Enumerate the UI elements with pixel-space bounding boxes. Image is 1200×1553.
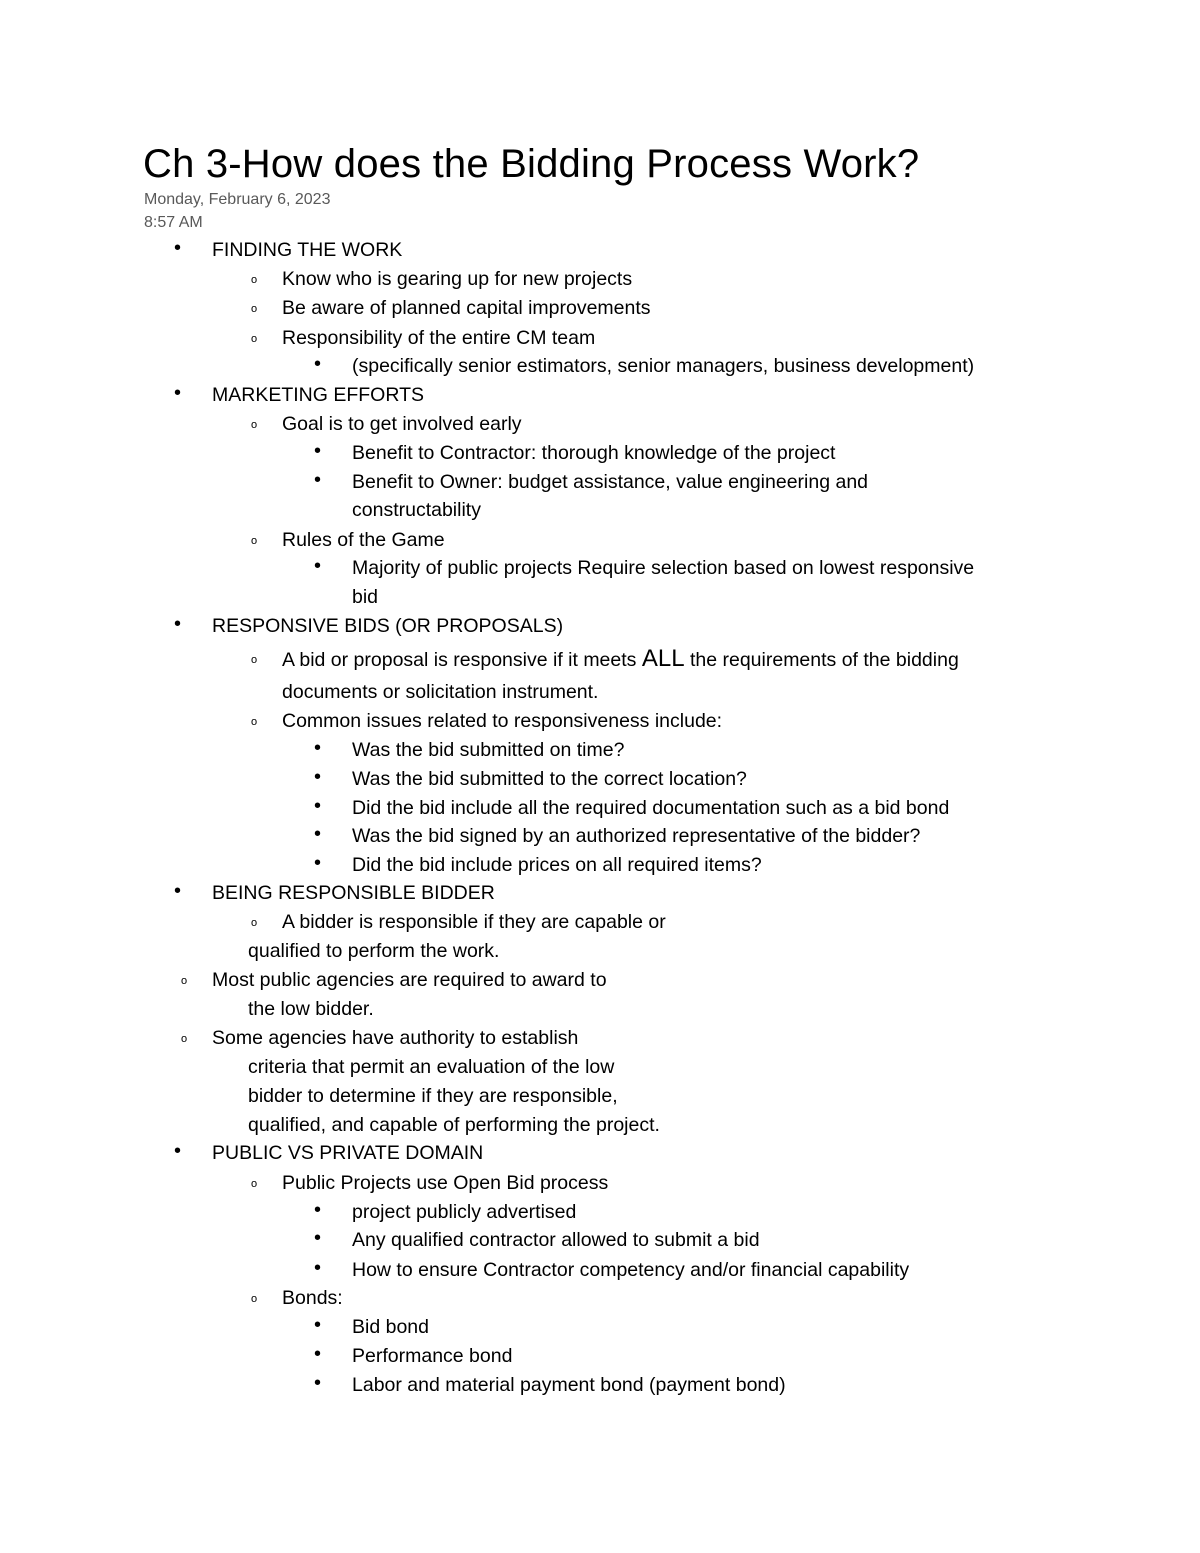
heading-being-responsible-bidder: • BEING RESPONSIBLE BIDDER	[174, 880, 495, 904]
list-item-continuation: bid	[352, 586, 379, 608]
bullet-disc-icon: •	[314, 1199, 322, 1221]
list-item-continuation: bidder to determine if they are responsible,	[248, 1085, 618, 1107]
bullet-disc-icon: •	[174, 1140, 182, 1162]
bullet-circle-icon: o	[251, 333, 258, 345]
bullet-circle-icon: o	[251, 274, 258, 286]
list-item: • Any qualified contractor allowed to submit a bid	[314, 1227, 760, 1251]
list-item: • Bid bond	[314, 1314, 429, 1338]
emphasis-all: ALL	[641, 645, 685, 672]
heading-marketing-efforts: • MARKETING EFFORTS	[174, 382, 424, 406]
list-item: • Performance bond	[314, 1343, 513, 1367]
bullet-disc-icon: •	[314, 469, 322, 491]
list-item-continuation: constructability	[352, 499, 481, 521]
bullet-disc-icon: •	[314, 795, 322, 817]
bullet-disc-icon: •	[314, 737, 322, 759]
bullet-disc-icon: •	[314, 1372, 322, 1394]
list-item: o Common issues related to responsiveness include:	[282, 708, 722, 734]
page-title: Ch 3-How does the Bidding Process Work?	[143, 142, 920, 186]
list-item: o Bonds:	[282, 1285, 343, 1311]
list-item-continuation: qualified to perform the work.	[248, 940, 500, 962]
list-item: o Public Projects use Open Bid process	[282, 1170, 608, 1196]
list-item: • project publicly advertised	[314, 1199, 577, 1223]
bullet-disc-icon: •	[314, 1343, 322, 1365]
list-item-continuation: documents or solicitation instrument.	[282, 681, 599, 703]
bullet-circle-icon: o	[251, 1178, 258, 1190]
list-item: • Was the bid submitted on time?	[314, 737, 625, 761]
bullet-circle-icon: o	[251, 1293, 258, 1305]
list-item: • Majority of public projects Require selection based on lowest responsive	[314, 555, 975, 579]
list-item: o Goal is to get involved early	[282, 411, 522, 437]
list-item: • Labor and material payment bond (payment bond)	[314, 1372, 786, 1396]
bullet-circle-icon: o	[251, 654, 258, 666]
bullet-circle-icon: o	[251, 535, 258, 547]
heading-public-vs-private-domain: • PUBLIC VS PRIVATE DOMAIN	[174, 1140, 484, 1164]
bullet-disc-icon: •	[314, 555, 322, 577]
bullet-circle-icon: o	[251, 303, 258, 315]
heading-finding-the-work: • FINDING THE WORK	[174, 237, 403, 261]
note-time: 8:57 AM	[144, 214, 203, 231]
list-item-continuation: criteria that permit an evaluation of the low	[248, 1056, 615, 1078]
list-item: o Rules of the Game	[282, 527, 445, 553]
bullet-disc-icon: •	[314, 766, 322, 788]
list-item: • Benefit to Contractor: thorough knowledge of the project	[314, 440, 836, 464]
bullet-disc-icon: •	[314, 353, 322, 375]
list-item: • Benefit to Owner: budget assistance, value engineering and	[314, 469, 869, 493]
list-item: o Responsibility of the entire CM team	[282, 325, 595, 351]
bullet-disc-icon: •	[174, 237, 182, 259]
list-item: • Did the bid include prices on all required items?	[314, 852, 762, 876]
list-item: • Did the bid include all the required documentation such as a bid bond	[314, 795, 950, 819]
bullet-disc-icon: •	[314, 852, 322, 874]
list-item: o Some agencies have authority to establish	[212, 1025, 578, 1051]
note-date: Monday, February 6, 2023	[144, 191, 331, 208]
list-item: o Be aware of planned capital improvements	[282, 295, 651, 321]
bullet-disc-icon: •	[314, 1314, 322, 1336]
bullet-circle-icon: o	[251, 716, 258, 728]
list-item: • Was the bid signed by an authorized representative of the bidder?	[314, 823, 921, 847]
bullet-disc-icon: •	[174, 382, 182, 404]
list-item: • Was the bid submitted to the correct location?	[314, 766, 747, 790]
bullet-circle-icon: o	[181, 975, 188, 987]
list-item: o A bidder is responsible if they are capable or	[282, 909, 666, 935]
bullet-disc-icon: •	[174, 613, 182, 635]
list-item-continuation: qualified, and capable of performing the project.	[248, 1114, 660, 1136]
bullet-disc-icon: •	[174, 880, 182, 902]
bullet-circle-icon: o	[181, 1033, 188, 1045]
bullet-disc-icon: •	[314, 1257, 322, 1279]
bullet-circle-icon: o	[251, 917, 258, 929]
list-item: • How to ensure Contractor competency and/or financial capability	[314, 1257, 910, 1281]
list-item: o A bid or proposal is responsive if it meets ALL the requirements of the bidding	[251, 645, 959, 672]
bullet-disc-icon: •	[314, 1227, 322, 1249]
list-item: o Most public agencies are required to award to	[212, 967, 607, 993]
bullet-circle-icon: o	[251, 419, 258, 431]
bullet-disc-icon: •	[314, 440, 322, 462]
heading-responsive-bids: • RESPONSIVE BIDS (OR PROPOSALS)	[174, 613, 564, 637]
bullet-disc-icon: •	[314, 823, 322, 845]
list-item-continuation: the low bidder.	[248, 998, 374, 1020]
list-item: o Know who is gearing up for new projects	[282, 266, 632, 292]
list-item: • (specifically senior estimators, senior managers, business development)	[314, 353, 975, 377]
